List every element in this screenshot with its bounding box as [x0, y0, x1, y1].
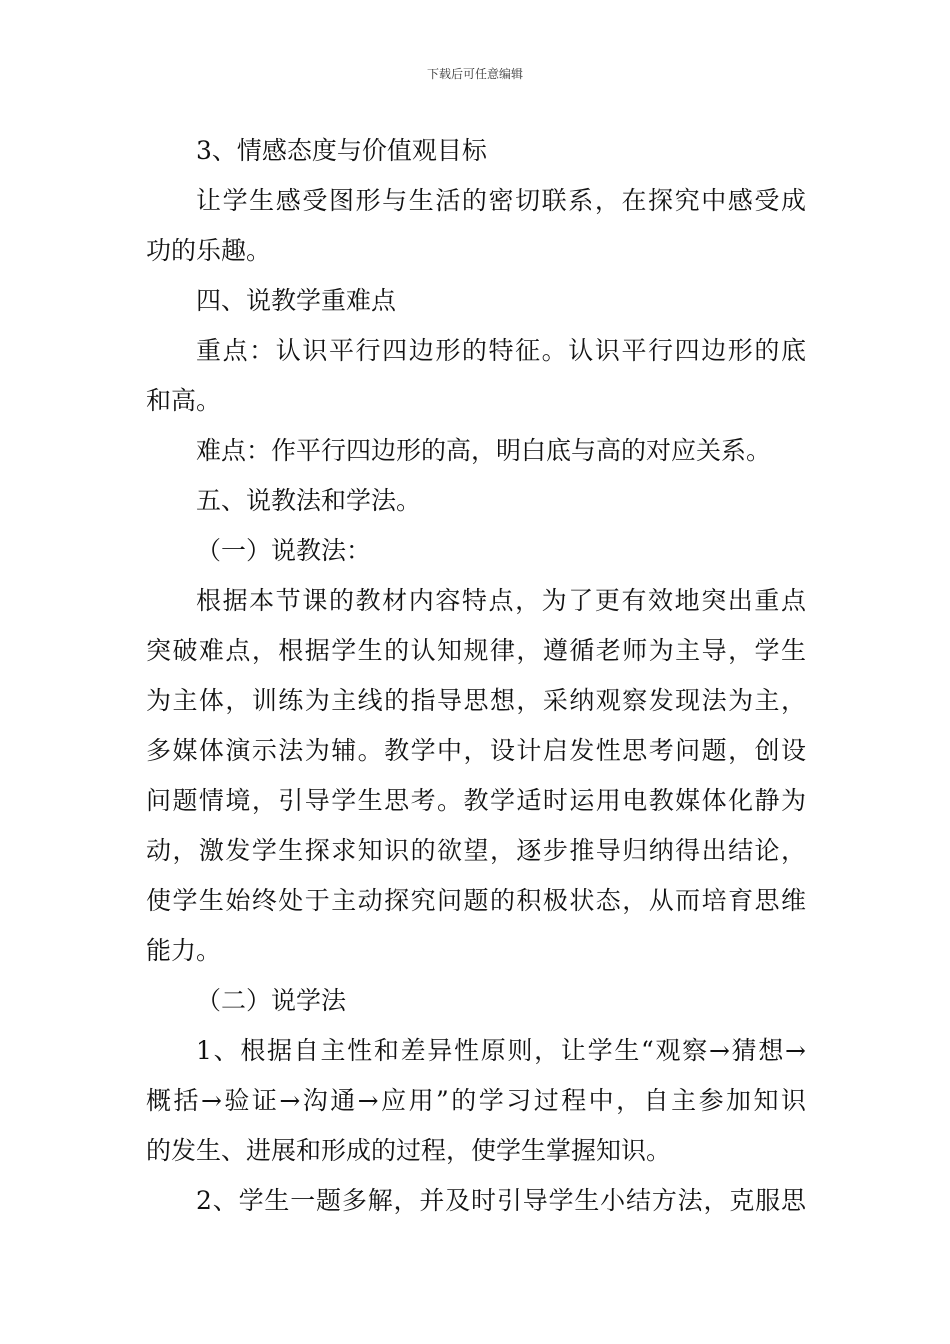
text-line: 功的乐趣。	[146, 236, 272, 265]
paragraph-emotion-goal	[146, 126, 806, 176]
paragraph-key-point	[146, 326, 806, 426]
text-line: 使学生始终处于主动探究问题的积极状态，从而培育思维	[146, 886, 806, 915]
subheading-learning-method	[146, 976, 806, 1026]
text-line: 多媒体演示法为辅。教学中，设计启发性思考问题，创设	[146, 736, 806, 765]
text-line: 根据本节课的教材内容特点，为了更有效地突出重点	[196, 586, 806, 615]
subheading-teaching-method	[146, 526, 806, 576]
text-line: （二）说学法	[196, 986, 347, 1015]
section-heading-key-points	[146, 276, 806, 326]
section-heading-methods	[146, 476, 806, 526]
paragraph-teaching-method-body	[146, 576, 806, 976]
text-line: 的发生、进展和形成的过程，使学生掌握知识。	[146, 1136, 672, 1165]
page-header: 下载后可任意编辑	[426, 67, 523, 81]
text-line: 重点：认识平行四边形的特征。认识平行四边形的底	[196, 336, 806, 365]
text-line: 难点：作平行四边形的高，明白底与高的对应关系。	[196, 436, 772, 465]
paragraph-difficult-point	[146, 426, 806, 476]
text-line: 2、学生一题多解，并及时引导学生小结方法，克服思	[196, 1186, 806, 1215]
text-line: 为主体，训练为主线的指导思想，采纳观察发现法为主，	[146, 686, 806, 715]
text-line: 能力。	[146, 936, 222, 965]
text-line: 让学生感受图形与生活的密切联系，在探究中感受成	[196, 186, 806, 215]
paragraph-emotion-goal-body	[146, 176, 806, 276]
document-body	[146, 126, 806, 1226]
text-line: 3、情感态度与价值观目标	[196, 136, 487, 165]
text-line: 概括→验证→沟通→应用”的学习过程中，自主参加知识	[146, 1086, 806, 1115]
text-line: 五、说教法和学法。	[196, 486, 422, 515]
text-line: 1、根据自主性和差异性原则，让学生“观察→猜想→	[196, 1036, 806, 1065]
text-line: 四、说教学重难点	[196, 286, 397, 315]
text-line: 突破难点，根据学生的认知规律，遵循老师为主导，学生	[146, 636, 806, 665]
paragraph-learning-method-2	[146, 1176, 806, 1226]
text-line: （一）说教法：	[196, 536, 372, 565]
text-line: 问题情境，引导学生思考。教学适时运用电教媒体化静为	[146, 786, 806, 815]
paragraph-learning-method-1	[146, 1026, 806, 1176]
text-line: 动，激发学生探求知识的欲望，逐步推导归纳得出结论，	[146, 836, 806, 865]
text-line: 和高。	[146, 386, 222, 415]
